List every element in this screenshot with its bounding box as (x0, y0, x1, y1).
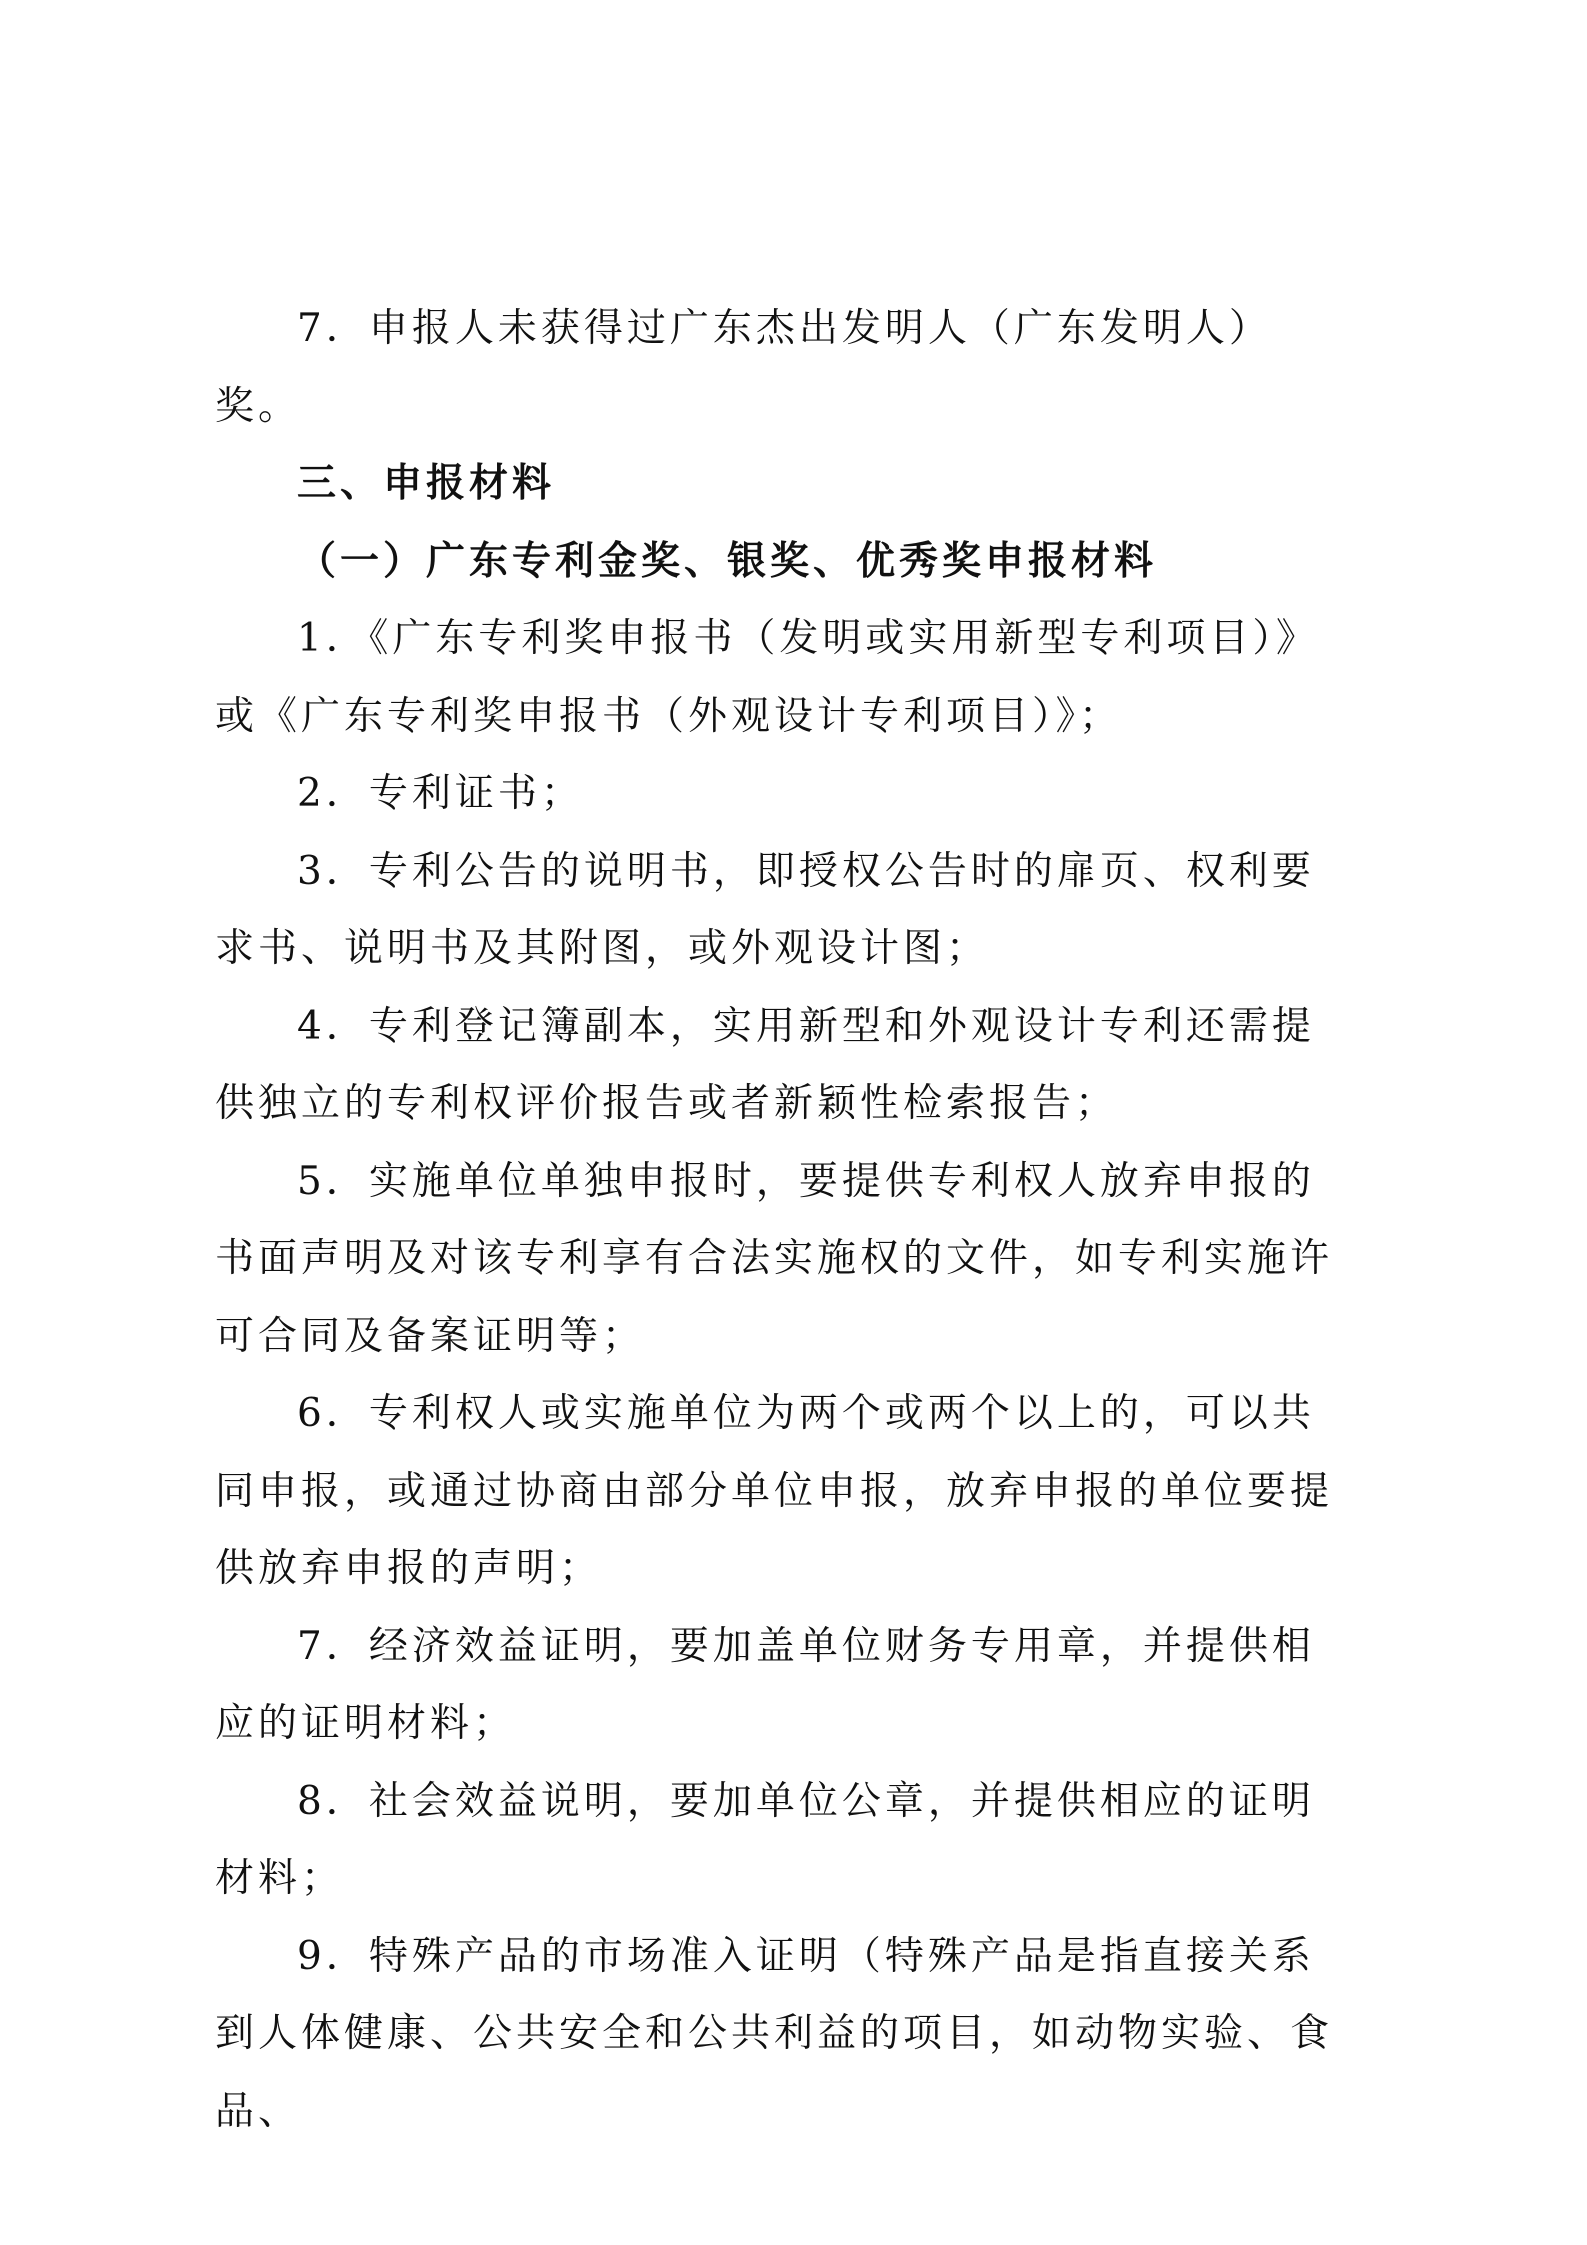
material-item-4: 4．专利登记簿副本，实用新型和外观设计专利还需提供独立的专利权评价报告或者新颖性检索报告； (215, 1003, 1315, 1126)
material-item-1: 1．《广东专利奖申报书（发明或实用新型专利项目）》或《广东专利奖申报书（外观设计专利项目）》； (215, 616, 1319, 739)
material-item-8: 8．社会效益说明，要加单位公章，并提供相应的证明材料； (215, 1778, 1315, 1901)
section-heading-materials: 三、申报材料 (297, 461, 556, 506)
material-item-3: 3．专利公告的说明书，即授权公告时的扉页、权利要求书、说明书及其附图，或外观设计图； (215, 848, 1315, 971)
material-item-7: 7．经济效益证明，要加盖单位财务专用章，并提供相应的证明材料； (215, 1623, 1315, 1746)
subsection-heading-gold-silver-excellence: （一）广东专利金奖、银奖、优秀奖申报材料 (297, 537, 1158, 584)
document-body (215, 290, 1355, 2150)
material-item-5: 5．实施单位单独申报时，要提供专利权人放弃申报的书面声明及对该专利享有合法实施权的文件，如专利实施许可合同及备案证明等； (215, 1158, 1334, 1359)
material-item-2: 2．专利证书； (297, 771, 584, 816)
requirement-item-7: 7．申报人未获得过广东杰出发明人（广东发明人）奖。 (215, 306, 1272, 429)
material-item-6: 6．专利权人或实施单位为两个或两个以上的，可以共同申报，或通过协商由部分单位申报，放弃申报的单位要提供放弃申报的声明； (215, 1391, 1334, 1591)
material-item-9: 9．特殊产品的市场准入证明（特殊产品是指直接关系到人体健康、公共安全和公共利益的项目，如动物实验、食品、 (215, 1933, 1334, 2134)
